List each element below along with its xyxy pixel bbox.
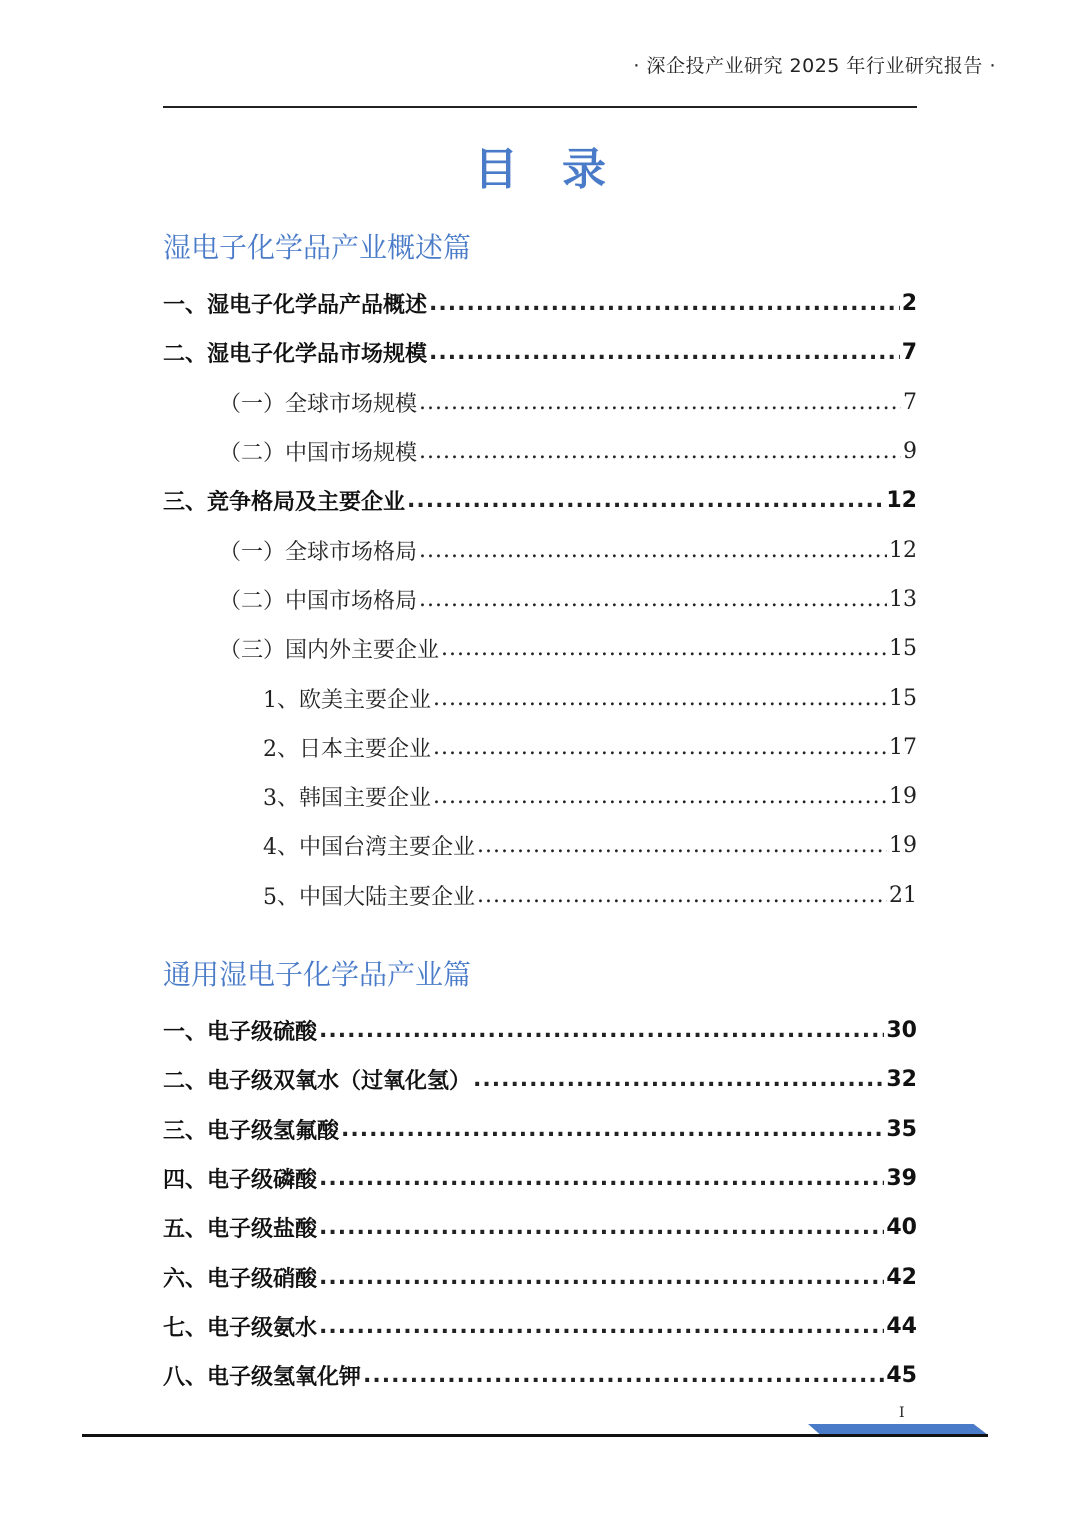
toc-entry-label: 4、中国台湾主要企业 bbox=[263, 835, 475, 861]
toc-entry[interactable] bbox=[163, 328, 917, 377]
toc-dot-leader bbox=[319, 1265, 884, 1290]
toc-entry[interactable] bbox=[163, 1105, 917, 1154]
toc-entry-page: 12 bbox=[886, 488, 917, 514]
toc-entry[interactable] bbox=[163, 575, 917, 624]
toc-entry[interactable] bbox=[163, 1154, 917, 1203]
toc-dot-leader bbox=[441, 636, 887, 661]
toc-dot-leader bbox=[319, 1018, 884, 1043]
toc-dot-leader bbox=[473, 1067, 884, 1092]
toc-entry-label: 三、竞争格局及主要企业 bbox=[163, 490, 406, 516]
toc-entry[interactable] bbox=[163, 427, 917, 476]
toc-dot-leader bbox=[363, 1363, 884, 1388]
toc-entry-page: 17 bbox=[889, 734, 917, 760]
toc-dot-leader bbox=[319, 1215, 884, 1240]
toc-entry-page: 44 bbox=[886, 1313, 917, 1339]
toc-entry[interactable] bbox=[163, 476, 917, 525]
toc-entry-label: 一、湿电子化学品产品概述 bbox=[163, 293, 428, 319]
toc-entry-label: 2、日本主要企业 bbox=[263, 736, 431, 762]
toc-dot-leader bbox=[319, 1166, 884, 1191]
footer-divider bbox=[82, 1434, 988, 1437]
toc-entry[interactable] bbox=[163, 1351, 917, 1400]
running-header: · 深企投产业研究 2025 年行业研究报告 · bbox=[633, 55, 996, 77]
toc-entry[interactable] bbox=[163, 1302, 917, 1351]
toc-entry-label: 3、韩国主要企业 bbox=[263, 786, 431, 812]
toc-entry-label: 五、电子级盐酸 bbox=[163, 1217, 318, 1243]
toc-entry[interactable] bbox=[163, 624, 917, 673]
page-number: I bbox=[899, 1405, 905, 1421]
toc-dot-leader bbox=[419, 538, 887, 563]
toc-entry-label: 六、电子级硝酸 bbox=[163, 1266, 318, 1292]
toc-entry-label: 一、电子级硫酸 bbox=[163, 1020, 318, 1046]
toc-entry-label: 三、电子级氢氟酸 bbox=[163, 1118, 340, 1144]
toc-title: 目录 bbox=[474, 144, 650, 195]
toc-list-general bbox=[163, 1006, 917, 1400]
toc-entry-label: 5、中国大陆主要企业 bbox=[263, 884, 475, 910]
toc-entry-page: 7 bbox=[901, 340, 917, 366]
toc-entry-label: （一）全球市场格局 bbox=[219, 539, 418, 565]
toc-entry-page: 9 bbox=[903, 439, 917, 465]
toc-entry[interactable] bbox=[163, 378, 917, 427]
toc-entry-label: 八、电子级氢氧化钾 bbox=[163, 1365, 362, 1391]
toc-entry-page: 39 bbox=[886, 1166, 917, 1192]
toc-dot-leader bbox=[419, 390, 901, 415]
toc-entry-page: 21 bbox=[889, 882, 917, 908]
toc-entry-page: 7 bbox=[903, 389, 917, 415]
toc-dot-leader bbox=[433, 735, 887, 760]
toc-entry-label: （二）中国市场规模 bbox=[219, 441, 418, 467]
toc-dot-leader bbox=[433, 784, 887, 809]
toc-entry-page: 15 bbox=[889, 636, 917, 662]
toc-entry-page: 13 bbox=[889, 586, 917, 612]
toc-entry-label: 七、电子级氨水 bbox=[163, 1315, 318, 1341]
toc-entry-label: 二、电子级双氧水（过氧化氢） bbox=[163, 1069, 472, 1095]
toc-dot-leader bbox=[341, 1117, 884, 1142]
header-divider bbox=[163, 106, 917, 108]
toc-entry[interactable] bbox=[163, 279, 917, 328]
toc-entry-page: 12 bbox=[889, 537, 917, 563]
toc-dot-leader bbox=[419, 439, 901, 464]
toc-entry[interactable] bbox=[163, 673, 917, 722]
toc-dot-leader bbox=[429, 340, 900, 365]
toc-dot-leader bbox=[319, 1314, 884, 1339]
toc-entry[interactable] bbox=[163, 723, 917, 772]
toc-entry-label: 二、湿电子化学品市场规模 bbox=[163, 342, 428, 368]
toc-entry-label: 四、电子级磷酸 bbox=[163, 1168, 318, 1194]
toc-dot-leader bbox=[433, 686, 887, 711]
toc-list-overview bbox=[163, 279, 917, 920]
toc-entry[interactable] bbox=[163, 821, 917, 870]
toc-entry-page: 15 bbox=[889, 685, 917, 711]
toc-entry-page: 2 bbox=[901, 291, 917, 317]
toc-entry[interactable] bbox=[163, 1252, 917, 1301]
toc-entry-label: （一）全球市场规模 bbox=[219, 391, 418, 417]
toc-entry-label: （二）中国市场格局 bbox=[219, 588, 418, 614]
toc-dot-leader bbox=[429, 291, 900, 316]
section-heading-overview: 湿电子化学品产业概述篇 bbox=[163, 231, 472, 264]
toc-entry-page: 32 bbox=[886, 1067, 917, 1093]
toc-dot-leader bbox=[477, 883, 887, 908]
toc-entry-page: 40 bbox=[886, 1215, 917, 1241]
section-heading-general: 通用湿电子化学品产业篇 bbox=[163, 958, 472, 991]
toc-entry-page: 42 bbox=[886, 1264, 917, 1290]
toc-entry[interactable] bbox=[163, 772, 917, 821]
toc-entry-label: （三）国内外主要企业 bbox=[219, 638, 440, 664]
toc-entry[interactable] bbox=[163, 525, 917, 574]
toc-dot-leader bbox=[419, 587, 887, 612]
toc-entry-page: 30 bbox=[886, 1018, 917, 1044]
toc-entry-page: 19 bbox=[889, 833, 917, 859]
toc-entry[interactable] bbox=[163, 1055, 917, 1104]
toc-entry-label: 1、欧美主要企业 bbox=[263, 687, 431, 713]
toc-entry[interactable] bbox=[163, 1203, 917, 1252]
toc-entry[interactable] bbox=[163, 871, 917, 920]
toc-entry[interactable] bbox=[163, 1006, 917, 1055]
toc-entry-page: 35 bbox=[886, 1116, 917, 1142]
toc-dot-leader bbox=[477, 833, 887, 858]
toc-dot-leader bbox=[407, 488, 884, 513]
toc-entry-page: 45 bbox=[886, 1363, 917, 1389]
toc-entry-page: 19 bbox=[889, 784, 917, 810]
